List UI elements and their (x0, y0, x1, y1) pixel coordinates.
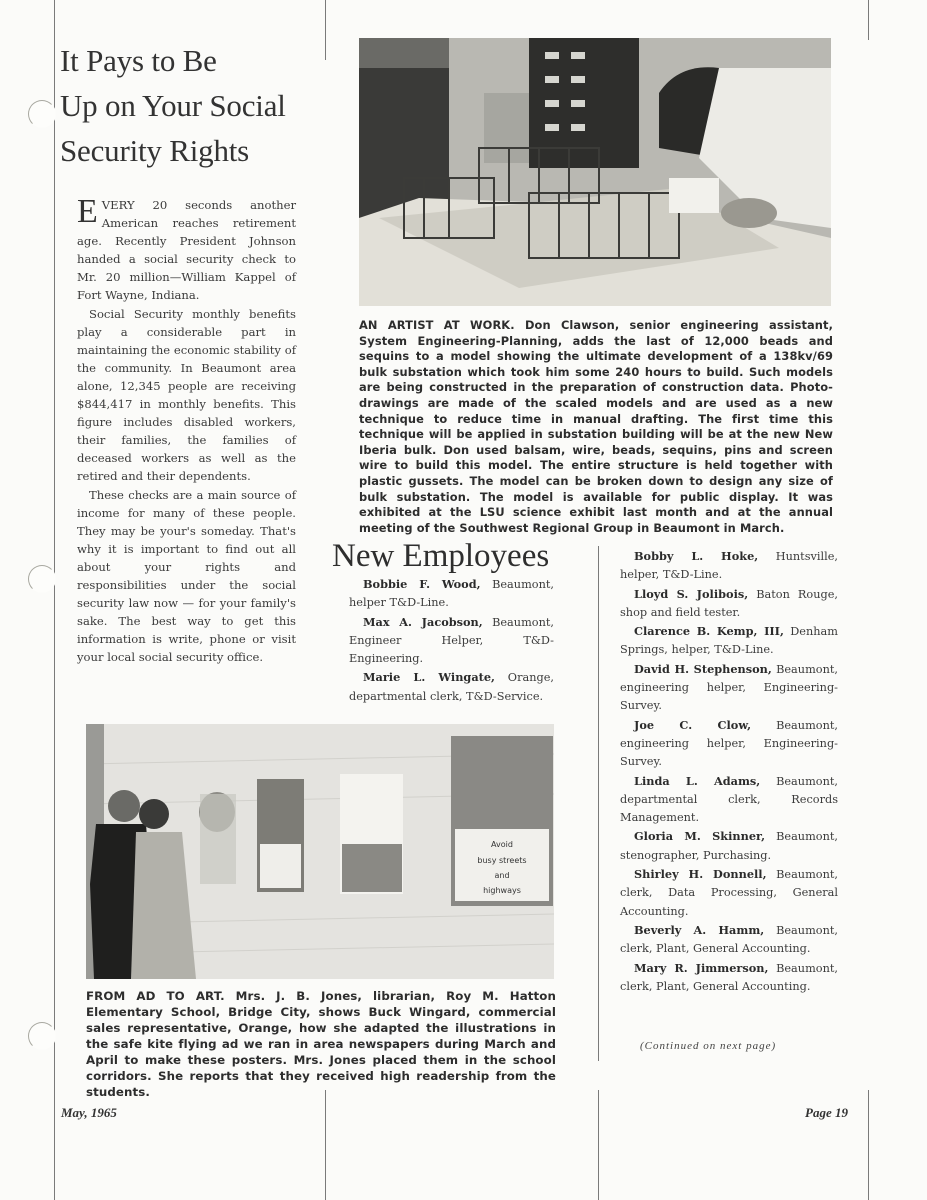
footer-page-number: Page 19 (805, 1105, 848, 1120)
title-line-2: Up on Your Social (60, 88, 286, 123)
employee-entry: David H. Stephenson, Beaumont, engineering helper, Engineering-Survey. (620, 661, 838, 713)
article-body (77, 193, 296, 666)
new-employees-heading: New Employees (332, 538, 550, 574)
photo-bottom-caption: FROM AD TO ART. Mrs. J. B. Jones, librarian, Roy M. Hatton Elementary School, Bridge City, shows Buck Wingard, commercial sales representative, Orange, how she adapted the illustrations in the safe kite flying ad we ran in area newspapers during March and April to make these posters. Mrs. Jones placed them in the school corridors. She reports that they received high readership from the students. (86, 989, 556, 1099)
employee-list-col2 (620, 547, 838, 996)
binder-hole-bottom (28, 1022, 56, 1050)
employee-entry: Bobby L. Hoke, Huntsville, helper, T&D-Line. (620, 549, 838, 582)
svg-text:highways: highways (483, 886, 521, 895)
employee-entry: Clarence B. Kemp, III, Denham Springs, helper, T&D-Line. (620, 624, 838, 657)
employee-entry: Bobbie F. Wood, Beaumont, helper T&D-Line. (349, 577, 554, 610)
title-line-1: It Pays to Be (60, 43, 217, 78)
title-line-3: Security Rights (60, 133, 250, 168)
column-rule-middle (598, 546, 599, 1061)
article-paragraph-3: These checks are a main source of income for many of these people. They may be your's someday. That's why it is important to find out all about your rights and responsibilities under the social security law now — for your family's sake. The best way to get this information is write, phone or visit your local social security office. (77, 487, 296, 665)
left-margin-rule (54, 0, 55, 1200)
employee-entry: Gloria M. Skinner, Beaumont, stenographer, Purchasing. (620, 829, 838, 862)
column-rule-middle-bottom (598, 1090, 599, 1200)
employee-list-col1 (349, 575, 554, 706)
column-rule-left-bottom (325, 1090, 326, 1200)
employee-entry: Max A. Jacobson, Beaumont, Engineer Helper, T&D-Engineering. (349, 614, 554, 666)
svg-text:Avoid: Avoid (491, 840, 513, 849)
svg-text:and: and (494, 871, 510, 880)
employee-entry: Lloyd S. Jolibois, Baton Rouge, shop and field tester. (620, 586, 838, 619)
photo-substation-model (359, 38, 831, 306)
photo-kite-posters (86, 724, 554, 979)
employee-entry: Shirley H. Donnell, Beaumont, clerk, Data Processing, General Accounting. (620, 867, 839, 918)
employee-entry: Marie L. Wingate, Orange, departmental clerk, T&D-Service. (349, 670, 554, 703)
footer-date: May, 1965 (61, 1105, 117, 1120)
svg-text:busy streets: busy streets (477, 856, 527, 865)
binder-hole-top (28, 100, 56, 128)
employee-entry: Mary R. Jimmerson, Beaumont, clerk, Plant, General Accounting. (620, 960, 838, 993)
employee-entry: Linda L. Adams, Beaumont, departmental clerk, Records Management. (620, 773, 838, 825)
kite-posters-image (86, 724, 554, 979)
article-paragraph-2: Social Security monthly benefits play a considerable part in maintaining the economic stability of the community. In Beaumont area alone, 12,345 people are receiving $844,417 in monthly benefits. This figure includes disabled workers, their families, the families of deceased workers as well as the retired and their dependents. (77, 306, 296, 484)
continued-note: (Continued on next page) (640, 1040, 777, 1052)
column-rule-right (868, 1090, 869, 1200)
article-paragraph-1: EVERY 20 seconds another American reaches retirement age. Recently President Johnson handed a social security check to Mr. 20 million—William Kappel of Fort Wayne, Indiana. (77, 193, 296, 303)
drop-cap: E (77, 193, 98, 230)
employee-entry: Beverly A. Hamm, Beaumont, clerk, Plant, General Accounting. (620, 922, 838, 956)
photo-top-caption: AN ARTIST AT WORK. Don Clawson, senior engineering assistant, System Engineering-Planning, adds the last of 12,000 beads and sequins to a model showing the ultimate development of a 138kv/69 bulk substation which took him some 240 hours to build. Such models are being constructed in the preparation of construction data. Photo-drawings are made of the scaled models and are used as a new technique to reduce time in manual drafting. The first time this technique will be applied in substation building will be at the new New Iberia bulk. Don used balsam, wire, beads, sequins, pins and screen wire to build this model. The entire structure is held together with plastic gussets. The model can be broken down to design any size of bulk substation. The model is available for public display. It was exhibited at the LSU science exhibit last month and at the annual meeting of the Southwest Regional Group in Beaumont in March. (359, 318, 833, 535)
article-title (60, 38, 330, 173)
binder-hole-middle (28, 565, 56, 593)
substation-model-image (359, 38, 831, 306)
column-rule-right-top (868, 0, 869, 40)
employee-entry: Joe C. Clow, Beaumont, engineering helper, Engineering-Survey. (620, 717, 838, 769)
